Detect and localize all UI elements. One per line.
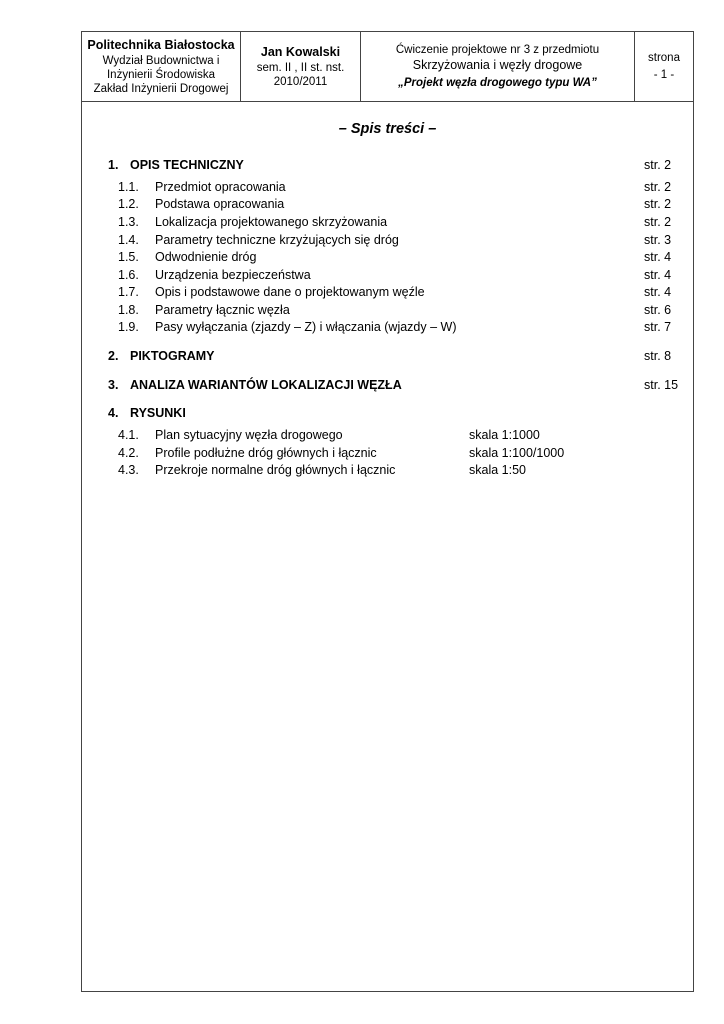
- item-number: 1.7.: [118, 285, 139, 299]
- toc-item-1-5[interactable]: [0, 249, 724, 265]
- item-page: str. 4: [644, 268, 672, 282]
- header-project: [361, 32, 635, 101]
- item-number: 4.3.: [118, 463, 139, 477]
- department-name: Zakład Inżynierii Drogowej: [93, 83, 229, 95]
- section-label: PIKTOGRAMY: [130, 349, 215, 363]
- page-frame: [81, 31, 694, 992]
- toc-item-4-1[interactable]: [0, 427, 724, 443]
- item-number: 1.4.: [118, 233, 139, 247]
- item-page: str. 6: [644, 303, 672, 317]
- toc-item-1-4[interactable]: [0, 232, 724, 248]
- page-number: - 1 -: [653, 69, 675, 81]
- toc-title: – Spis treści –: [338, 121, 437, 137]
- section-label: RYSUNKI: [130, 406, 186, 420]
- item-label: Pasy wyłączania (zjazdy – Z) i włączania (wjazdy – W): [155, 320, 457, 334]
- item-number: 1.5.: [118, 250, 139, 264]
- toc-item-1-9[interactable]: [0, 319, 724, 335]
- item-page: str. 2: [644, 180, 672, 194]
- section-label: ANALIZA WARIANTÓW LOKALIZACJI WĘZŁA: [130, 378, 402, 392]
- section-number: 2.: [108, 349, 119, 363]
- header-institution: [82, 32, 241, 101]
- item-page: str. 4: [644, 285, 672, 299]
- item-label: Parametry łącznic węzła: [155, 303, 290, 317]
- toc-section-1[interactable]: [0, 157, 724, 173]
- item-number: 4.2.: [118, 446, 139, 460]
- section-label: OPIS TECHNICZNY: [130, 158, 244, 172]
- header-author: [241, 32, 361, 101]
- toc-item-1-2[interactable]: [0, 196, 724, 212]
- item-label: Plan sytuacyjny węzła drogowego: [155, 428, 343, 442]
- faculty-line-2: Inżynierii Środowiska: [106, 69, 215, 81]
- item-label: Profile podłużne dróg głównych i łącznic: [155, 446, 377, 460]
- section-page: str. 8: [644, 349, 672, 363]
- header-table: [81, 31, 694, 102]
- item-label: Podstawa opracowania: [155, 197, 285, 211]
- item-page: str. 2: [644, 215, 672, 229]
- item-number: 1.9.: [118, 320, 139, 334]
- exercise-line: Ćwiczenie projektowe nr 3 z przedmiotu: [395, 44, 600, 56]
- toc-item-1-1[interactable]: [0, 179, 724, 195]
- project-title: „Projekt węzła drogowego typu WA”: [398, 77, 597, 89]
- toc-section-3[interactable]: [0, 377, 724, 393]
- item-page: str. 7: [644, 320, 672, 334]
- toc-item-1-7[interactable]: [0, 284, 724, 300]
- toc-item-1-6[interactable]: [0, 267, 724, 283]
- section-page: str. 15: [644, 378, 679, 392]
- item-number: 1.3.: [118, 215, 139, 229]
- toc-item-4-3[interactable]: [0, 462, 724, 478]
- toc-section-4[interactable]: [0, 405, 724, 421]
- academic-year: 2010/2011: [273, 76, 328, 88]
- toc-item-1-8[interactable]: [0, 302, 724, 318]
- item-page: str. 3: [644, 233, 672, 247]
- item-scale: skala 1:1000: [469, 428, 540, 442]
- subject-name: Skrzyżowania i węzły drogowe: [412, 58, 583, 72]
- item-label: Przedmiot opracowania: [155, 180, 286, 194]
- item-page: str. 4: [644, 250, 672, 264]
- semester: sem. II , II st. nst.: [256, 62, 345, 74]
- toc-item-1-3[interactable]: [0, 214, 724, 230]
- item-scale: skala 1:50: [469, 463, 526, 477]
- university-name: Politechnika Białostocka: [87, 38, 235, 52]
- section-number: 4.: [108, 406, 119, 420]
- item-number: 1.6.: [118, 268, 139, 282]
- item-label: Odwodnienie dróg: [155, 250, 257, 264]
- item-label: Parametry techniczne krzyżujących się dróg: [155, 233, 399, 247]
- item-number: 1.8.: [118, 303, 139, 317]
- toc-item-4-2[interactable]: [0, 445, 724, 461]
- item-number: 4.1.: [118, 428, 139, 442]
- header-page: [635, 32, 693, 101]
- author-name: Jan Kowalski: [260, 45, 341, 59]
- item-number: 1.1.: [118, 180, 139, 194]
- page-label: strona: [648, 52, 680, 64]
- item-label: Lokalizacja projektowanego skrzyżowania: [155, 215, 388, 229]
- toc-section-2[interactable]: [0, 348, 724, 364]
- section-number: 3.: [108, 378, 119, 392]
- faculty-line-1: Wydział Budownictwa i: [102, 55, 220, 67]
- item-label: Urządzenia bezpieczeństwa: [155, 268, 311, 282]
- section-page: str. 2: [644, 158, 672, 172]
- section-number: 1.: [108, 158, 119, 172]
- item-label: Opis i podstawowe dane o projektowanym węźle: [155, 285, 425, 299]
- item-number: 1.2.: [118, 197, 139, 211]
- item-scale: skala 1:100/1000: [469, 446, 565, 460]
- item-page: str. 2: [644, 197, 672, 211]
- item-label: Przekroje normalne dróg głównych i łącznic: [155, 463, 396, 477]
